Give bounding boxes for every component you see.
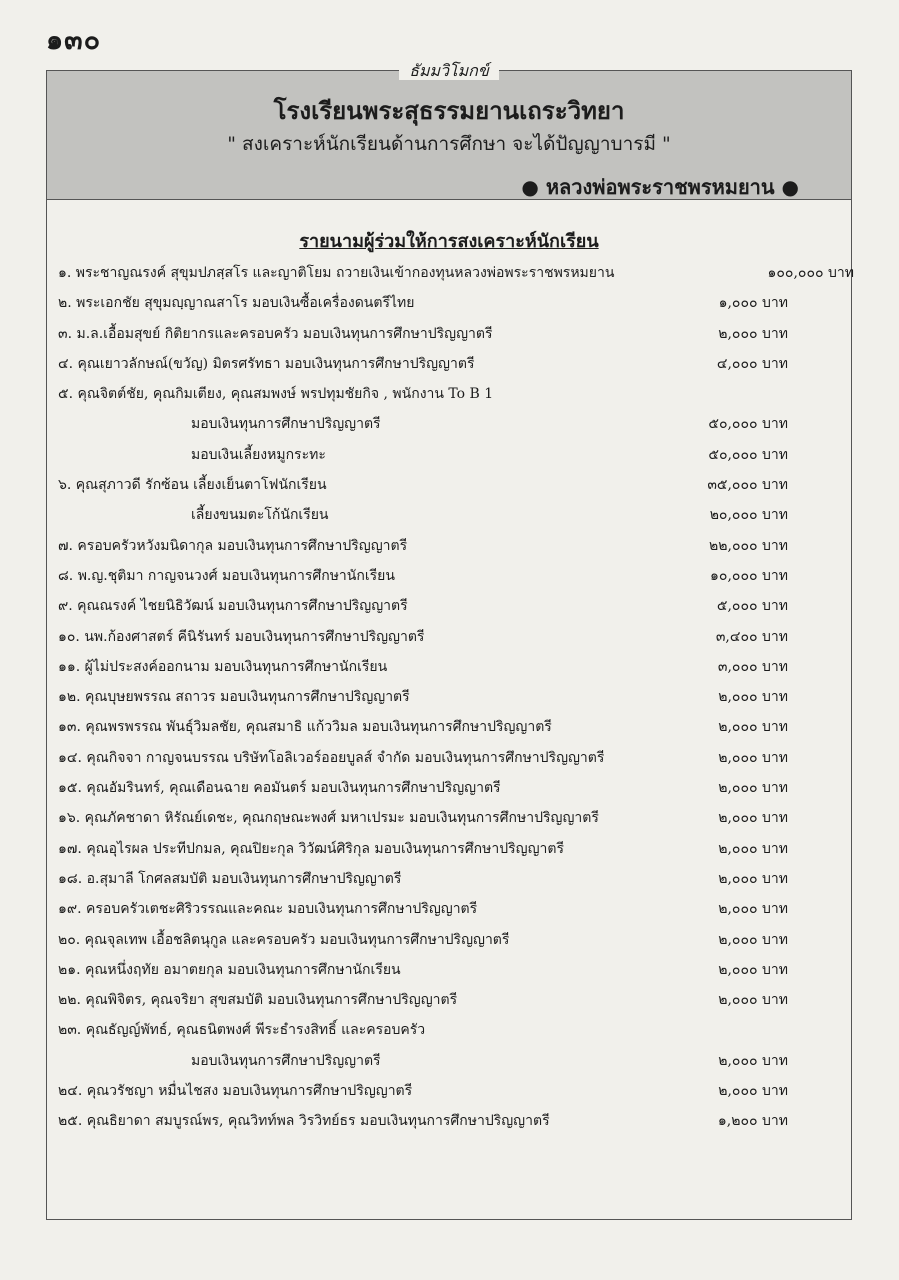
donation-amount: ๒,๐๐๐ บาท: [718, 325, 788, 342]
donation-amount: ๒,๐๐๐ บาท: [718, 1052, 788, 1069]
list-item: [58, 834, 854, 864]
donation-amount: ๒,๐๐๐ บาท: [718, 992, 788, 1009]
donation-amount: ๑๐,๐๐๐ บาท: [710, 567, 788, 584]
donation-amount: ๒,๐๐๐ บาท: [718, 1083, 788, 1100]
donation-amount: ๕,๐๐๐ บาท: [716, 598, 788, 615]
donation-amount: ๒,๐๐๐ บาท: [718, 931, 788, 948]
list-item: [58, 622, 854, 652]
donation-amount: ๕๐,๐๐๐ บาท: [708, 446, 788, 463]
donation-amount: ๒,๐๐๐ บาท: [718, 901, 788, 918]
list-item: [58, 1015, 854, 1045]
donation-amount: ๓,๐๐๐ บาท: [717, 658, 788, 675]
donation-amount: ๓๕,๐๐๐ บาท: [707, 477, 788, 494]
donor-description: ๒๓. คุณธัญญ์พัทธ์, คุณธนิตพงศ์ พีระธำรงสิทธิ์ และครอบครัว: [58, 1022, 426, 1039]
list-item: [58, 652, 854, 682]
donation-amount: ๒,๐๐๐ บาท: [718, 780, 788, 797]
list-item: [58, 955, 854, 985]
donation-amount: ๒,๐๐๐ บาท: [718, 719, 788, 736]
list-item: [58, 440, 854, 470]
donor-description: ๑๗. คุณอุไรผล ประทีปกมล, คุณปิยะกุล วิวัฒน์ศิริกุล มอบเงินทุนการศึกษาปริญญาตรี: [58, 840, 564, 857]
donor-description: ๒๒. คุณพิจิตร, คุณจริยา สุขสมบัติ มอบเงินทุนการศึกษาปริญญาตรี: [58, 992, 458, 1009]
donor-description: ๑๕. คุณอัมรินทร์, คุณเดือนฉาย คอมันตร์ มอบเงินทุนการศึกษาปริญญาตรี: [58, 780, 501, 797]
donor-description: มอบเงินทุนการศึกษาปริญญาตรี: [191, 1052, 381, 1069]
list-item: [58, 258, 854, 288]
donor-description: ๑๒. คุณบุษยพรรณ สถาวร มอบเงินทุนการศึกษาปริญญาตรี: [58, 689, 410, 706]
donation-amount: ๕๐,๐๐๐ บาท: [708, 416, 788, 433]
list-item: [58, 773, 854, 803]
list-item: [58, 803, 854, 833]
list-item: [58, 591, 854, 621]
donation-amount: ๔,๐๐๐ บาท: [716, 355, 788, 372]
donation-amount: ๑,๒๐๐ บาท: [717, 1113, 788, 1130]
donor-description: ๑๖. คุณภัคชาดา หิรัณย์เดชะ, คุณกฤษณะพงศ์ มหาเปรมะ มอบเงินทุนการศึกษาปริญญาตรี: [58, 810, 599, 827]
donor-description: ๔. คุณเยาวลักษณ์(ขวัญ) มิตรศรัทธา มอบเงินทุนการศึกษาปริญญาตรี: [58, 355, 475, 372]
list-item: [58, 470, 854, 500]
list-item: [58, 531, 854, 561]
journal-title-wrapper: [47, 59, 851, 84]
list-item: [58, 985, 854, 1015]
donor-description: ๖. คุณสุภาวดี รักซ้อน เลี้ยงเย็นตาโฟนักเรียน: [58, 477, 327, 494]
list-item: [58, 864, 854, 894]
donation-amount: ๒,๐๐๐ บาท: [718, 961, 788, 978]
donor-description: ๙. คุณณรงค์ ไชยนิธิวัฒน์ มอบเงินทุนการศึกษาปริญญาตรี: [58, 598, 408, 615]
donation-amount: ๒,๐๐๐ บาท: [718, 749, 788, 766]
donor-list: [58, 258, 854, 1137]
donation-amount: ๒,๐๐๐ บาท: [718, 840, 788, 857]
donation-amount: ๒,๐๐๐ บาท: [718, 689, 788, 706]
list-item: [58, 288, 854, 318]
donor-description: มอบเงินเลี้ยงหมูกระทะ: [191, 446, 326, 463]
list-item: [58, 500, 854, 530]
donor-description: ๒๐. คุณจุลเทพ เอื้อชลิตนุกูล และครอบครัว มอบเงินทุนการศึกษาปริญญาตรี: [58, 931, 510, 948]
list-item: [58, 349, 854, 379]
list-item: [58, 379, 854, 409]
list-item: [58, 1076, 854, 1106]
donor-description: ๗. ครอบครัวหวังมนิดากุล มอบเงินทุนการศึกษาปริญญาตรี: [58, 537, 408, 554]
donation-amount: ๒๐,๐๐๐ บาท: [709, 507, 788, 524]
donation-amount: ๒,๐๐๐ บาท: [718, 870, 788, 887]
donor-description: ๑๐. นพ.ก้องศาสตร์ คีนิรันทร์ มอบเงินทุนการศึกษาปริญญาตรี: [58, 628, 425, 645]
slogan: " สงเคราะห์นักเรียนด้านการศึกษา จะได้ปัญญาบารมี ": [227, 133, 671, 155]
donor-description: ๑๙. ครอบครัวเตชะศิริวรรณและคณะ มอบเงินทุนการศึกษาปริญญาตรี: [58, 901, 478, 918]
donor-description: ๑๓. คุณพรพรรณ พันธุ์วิมลชัย, คุณสมาธิ แก้ววิมล มอบเงินทุนการศึกษาปริญญาตรี: [58, 719, 552, 736]
list-heading: รายนามผู้ร่วมให้การสงเคราะห์นักเรียน: [299, 231, 599, 252]
donor-description: มอบเงินทุนการศึกษาปริญญาตรี: [191, 416, 381, 433]
school-name: โรงเรียนพระสุธรรมยานเถระวิทยา: [273, 96, 625, 125]
donation-amount: ๒,๐๐๐ บาท: [718, 810, 788, 827]
donor-description: ๒. พระเอกชัย สุขุมญฺญาณสาโร มอบเงินซื้อเครื่องดนตรีไทย: [58, 295, 415, 312]
list-item: [58, 743, 854, 773]
list-item: [58, 561, 854, 591]
donor-description: ๒๔. คุณวรัชญา หมื่นไชสง มอบเงินทุนการศึกษาปริญญาตรี: [58, 1083, 413, 1100]
list-item: [58, 1046, 854, 1076]
donation-amount: ๑,๐๐๐ บาท: [718, 295, 788, 312]
list-item: [58, 409, 854, 439]
donor-description: ๒๑. คุณหนึ่งฤทัย อมาตยกุล มอบเงินทุนการศึกษานักเรียน: [58, 961, 401, 978]
school-banner: [47, 71, 851, 200]
donor-description: ๑๑. ผู้ไม่ประสงค์ออกนาม มอบเงินทุนการศึกษานักเรียน: [58, 658, 388, 675]
list-item: [58, 712, 854, 742]
donor-description: ๘. พ.ญ.ชุติมา กาญจนวงศ์ มอบเงินทุนการศึกษานักเรียน: [58, 567, 395, 584]
donation-amount: ๑๐๐,๐๐๐ บาท: [767, 265, 854, 281]
donor-description: ๑๘. อ.สุมาลี โกศลสมบัติ มอบเงินทุนการศึกษาปริญญาตรี: [58, 870, 402, 887]
list-item: [58, 1106, 854, 1136]
list-item: [58, 894, 854, 924]
journal-title: ธัมมวิโมกข์: [399, 61, 499, 80]
donation-amount: ๓,๔๐๐ บาท: [715, 628, 788, 645]
donor-description: ๑. พระชาญณรงค์ สุขุมปภสฺสโร และญาติโยม ถวายเงินเข้ากองทุนหลวงพ่อพระราชพรหมยาน: [58, 265, 615, 281]
donor-description: ๓. ม.ล.เอื้อมสุขย์ กิติยากรและครอบครัว มอบเงินทุนการศึกษาปริญญาตรี: [58, 325, 493, 342]
list-item: [58, 319, 854, 349]
donor-description: ๒๕. คุณธิยาดา สมบูรณ์พร, คุณวิทท์พล วิรวิทย์ธร มอบเงินทุนการศึกษาปริญญาตรี: [58, 1113, 550, 1130]
list-item: [58, 682, 854, 712]
patron-name: ● หลวงพ่อพระราชพรหมยาน ●: [521, 175, 799, 199]
donor-description: ๕. คุณจิตต์ชัย, คุณกิมเตียง, คุณสมพงษ์ พรปทุมชัยกิจ , พนักงาน To B 1: [58, 386, 494, 403]
page-number: ๑๓๐: [46, 25, 102, 56]
donor-description: เลี้ยงขนมตะโก้นักเรียน: [191, 507, 329, 524]
donor-description: ๑๔. คุณกิจจา กาญจนบรรณ บริษัทโอลิเวอร์ออยบูลส์ จำกัด มอบเงินทุนการศึกษาปริญญาตรี: [58, 749, 605, 766]
list-item: [58, 925, 854, 955]
donation-amount: ๒๒,๐๐๐ บาท: [709, 537, 788, 554]
